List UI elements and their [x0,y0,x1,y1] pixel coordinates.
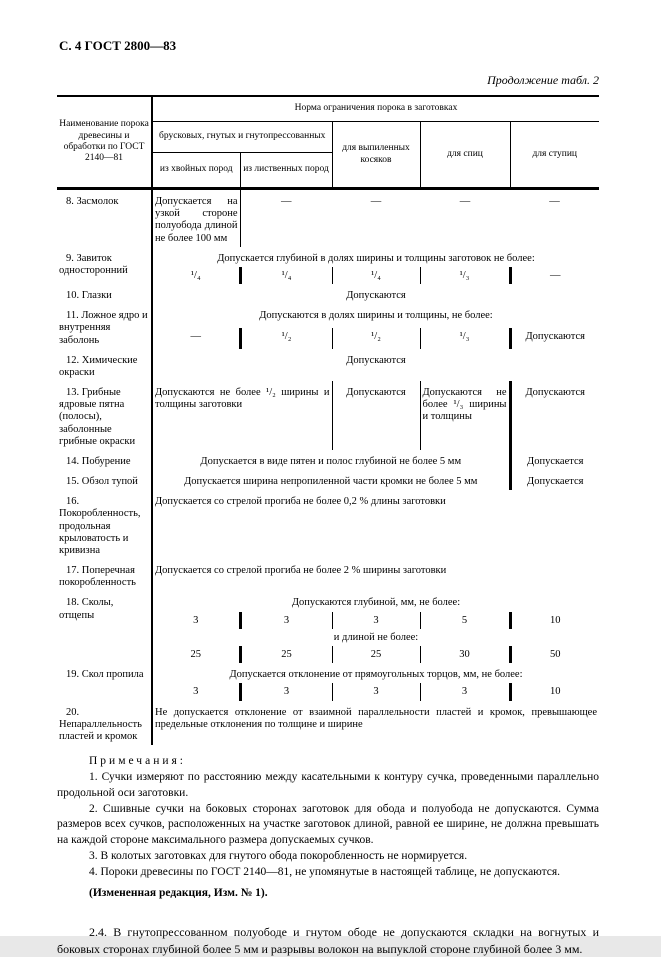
row13-defect-name: 13. Грибные ядровые пятна (полосы), заболонные грибные окраски [57,381,152,450]
row8-defect-name: 8. Засмолок [57,189,152,247]
table-row-19 [57,663,599,683]
row19-value-conifer: 3 [193,686,199,698]
row12-defect-name: 12. Химические окраски [57,349,152,381]
row13-norm-hubs: Допускаются [510,381,599,450]
row18-depth-deciduous: 3 [240,612,332,629]
row19-defect-name: 19. Скол пропила [57,663,152,700]
note-item-4: 4. Пороки древесины по ГОСТ 2140—81, не упомянутые в настоящей таблице, не допускаются. [89,866,561,879]
row8-dash-hubs: — [549,196,560,207]
row8-dash-deciduous: — [240,189,332,247]
table-row-16 [57,490,599,559]
page-content [57,95,599,957]
table-header [57,96,599,189]
notes-section [57,754,599,902]
row10-norm-all: Допускаются [346,290,406,302]
row15-norm-hubs: Допускается [510,470,599,490]
row19-value-spokes: 3 [420,683,510,700]
row18-depth-conifer: 3 [193,614,199,626]
table-row-20 [57,701,599,746]
row13-norm-spokes: Допускаются не более ¹/₃ ширины и толщины [420,381,510,450]
row11-value-spokes: ¹/₃ [420,328,510,348]
row18-length-wedges: 25 [332,646,420,663]
table-row-8 [57,189,599,247]
row16-norm-all: Допускается со стрелой прогиба не более 0,2 % длины заготовки [155,496,446,508]
row8-norm-bar: Допускается на узкой стороне полуобода длиной не более 100 мм [155,196,238,244]
revision-note: (Измененная редакция, Изм. № 1). [89,886,268,899]
row8-dash-spokes: — [459,196,471,207]
row18-length-deciduous: 25 [240,646,332,663]
row19-norm-header: Допускается отклонение от прямоугольных торцов, мм, не более: [229,669,523,681]
table-row-13 [57,381,599,450]
row18-depth-wedges: 3 [332,612,420,629]
row14-norm-span: Допускается в виде пятен и полос глубиной не более 5 мм [200,455,462,467]
row19-value-wedges: 3 [332,683,420,700]
col-header-deciduous: из лиственных пород [240,153,332,189]
row13-norm-wedges: Допускаются [332,381,420,450]
row14-norm-hubs: Допускается [510,450,599,470]
row14-defect-name: 14. Побурение [57,450,152,470]
table-continuation-caption: Продолжение табл. 2 [487,73,599,87]
row20-norm-all: Не допускается отклонение от взаимной параллельности пластей и кромок, превышающее предельные отклонения по толщине и ширине [155,706,597,730]
row9-value-conifer: ¹/₄ [190,269,201,281]
col-header-defect-name: Наименование порока древесины и обработки по ГОСТ 2140—81 [57,96,152,189]
note-item-3: 3. В колотых заготовках для гнутого обода покоробленность не нормируется. [89,850,468,863]
row18-depth-header: Допускаются глубиной, мм, не более: [291,597,461,609]
notes-title: Примечания: [89,755,186,768]
row9-norm-header: Допускается глубиной в долях ширины и толщины заготовок не более: [217,252,535,264]
row15-norm-span: Допускается ширина непропиленной части кромки не более 5 мм [184,476,478,488]
row8-dash-wedges: — [370,196,382,207]
row19-value-hubs: 10 [510,683,599,700]
col-header-sawn-wedges: для выпиленных косяков [332,122,420,189]
row11-value-wedges: ¹/₂ [332,328,420,348]
row13-norm-bar: Допускаются не более ¹/₂ ширины и толщины заготовки [155,387,330,411]
defects-table [57,95,599,745]
row16-defect-name: 16. Покоробленность, продольная крыловатость и кривизна [57,490,152,559]
row17-defect-name: 17. Поперечная покоробленность [57,559,152,591]
row10-defect-name: 10. Глазки [57,284,152,304]
note-item-2: 2. Сшивные сучки на боковых сторонах заготовок для обода и полуобода не допускаются. Сумма размеров всех сучков, расположенных на участке заготовок длиной, равной ее ширине, не должна превышать на каждой стороне максимального размера допускаемых сучков. [57,802,599,847]
table-row-9 [57,247,599,267]
row17-norm-all: Допускается со стрелой прогиба не более 2 % ширины заготовки [155,565,447,577]
table-row-17 [57,559,599,591]
row11-value-deciduous: ¹/₂ [240,328,332,348]
row9-value-spokes: ¹/₃ [420,267,510,284]
row11-value-conifer: — [190,331,201,343]
row19-value-deciduous: 3 [240,683,332,700]
row20-defect-name: 20. Непараллельность пластей и кромок [57,701,152,746]
row11-value-hubs: Допускаются [510,328,599,348]
row9-value-wedges: ¹/₄ [332,267,420,284]
row18-depth-hubs: 10 [510,612,599,629]
table-row-12 [57,349,599,381]
table-row-11 [57,304,599,328]
row15-defect-name: 15. Обзол тупой [57,470,152,490]
paragraph-2-4: 2.4. В гнутопрессованном полуободе и гнутом ободе не допускаются складки на вогнутых и боковых сторонах глубиной более 5 мм и разрывы волокон на выпуклой стороне глубиной более 3 мм. [57,924,599,956]
table-row-14 [57,450,599,470]
col-header-hubs: для ступиц [510,122,599,189]
row18-depth-spokes: 5 [420,612,510,629]
row18-length-spokes: 30 [420,646,510,663]
table-row-15 [57,470,599,490]
col-header-spokes: для спиц [420,122,510,189]
row9-value-hubs: — [510,267,599,284]
row18-length-conifer: 25 [190,648,201,660]
row12-norm-all: Допускаются [346,354,406,366]
row9-defect-name: 9. Завиток односторонний [57,247,152,284]
row11-defect-name: 11. Ложное ядро и внутренняя заболонь [57,304,152,349]
row9-value-deciduous: ¹/₄ [240,267,332,284]
col-header-bar-bent-group: брусковых, гнутых и гнутопрессованных [152,122,332,153]
col-header-norm: Норма ограничения порока в заготовках [152,96,599,122]
row18-length-header: и длиной не более: [333,631,419,643]
page-header: С. 4 ГОСТ 2800—83 [59,38,177,53]
row11-norm-header: Допускаются в долях ширины и толщины, не более: [259,310,493,322]
row18-length-hubs: 50 [510,646,599,663]
row18-defect-name: 18. Сколы, отщепы [57,591,152,663]
note-item-1: 1. Сучки измеряют по расстоянию между касательными к контуру сучка, проведенными параллельно продольной оси заготовки. [57,770,599,799]
table-row-10 [57,284,599,304]
table-row-18 [57,591,599,611]
col-header-conifer: из хвойных пород [152,153,240,189]
